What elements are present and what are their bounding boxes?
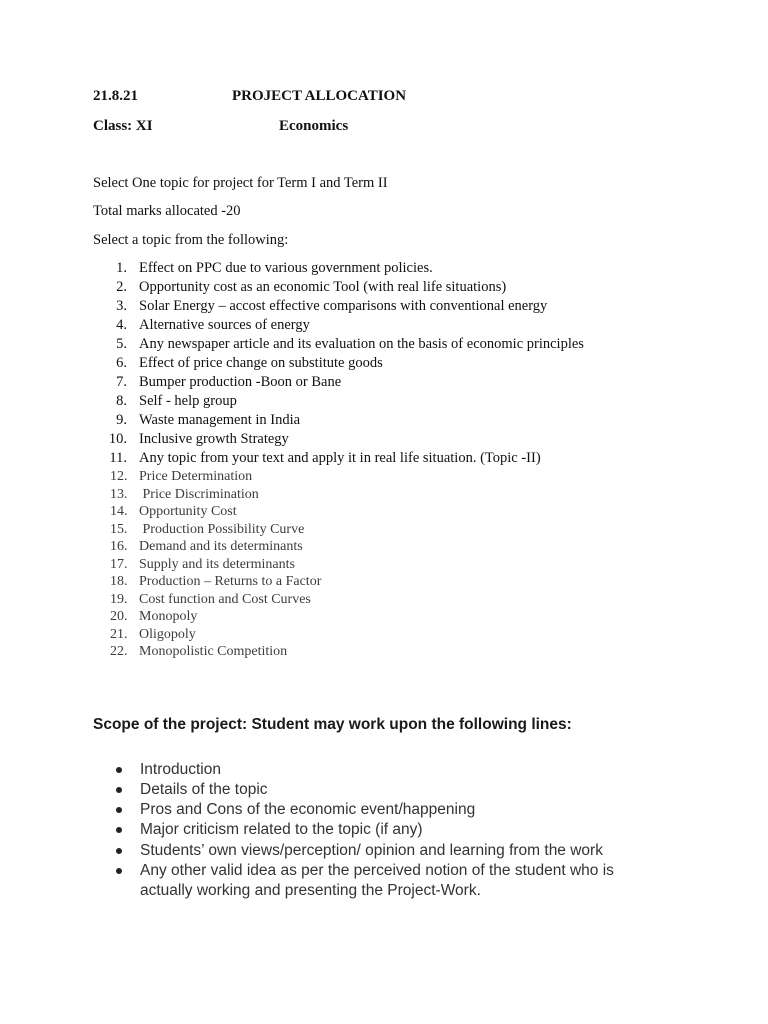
topic-text: Price Determination (139, 469, 253, 484)
scope-item-text: Students’ own views/perception/ opinion and learning from the work (140, 842, 603, 859)
topic-text: Production – Returns to a Factor (139, 574, 322, 589)
topic-text: Any topic from your text and apply it in real life situation. (Topic -II) (139, 450, 541, 466)
scope-item-text: Major criticism related to the topic (if any) (140, 821, 423, 838)
topic-number: 11. (109, 450, 127, 466)
topic-text: Monopoly (139, 609, 198, 624)
intro-line-select-topic: Select One topic for project for Term I and Term II (93, 175, 388, 191)
topic-number: 18. (110, 574, 128, 589)
topic-text: Effect on PPC due to various government policies. (139, 260, 433, 276)
topic-number: 1. (116, 260, 127, 276)
topic-text: Demand and its determinants (139, 539, 303, 554)
topic-number: 17. (110, 556, 128, 572)
bullet-dot-icon (116, 827, 122, 833)
topic-number: 4. (116, 317, 127, 333)
topic-number: 7. (116, 374, 127, 390)
topic-number: 19. (110, 591, 128, 607)
topic-text: Oligopoly (139, 626, 196, 642)
topic-number: 2. (116, 279, 127, 295)
topic-text: Inclusive growth Strategy (139, 431, 289, 447)
topic-number: 22. (110, 644, 128, 659)
topic-text: Opportunity Cost (139, 504, 237, 519)
topic-number: 16. (110, 539, 128, 554)
intro-line-select-following: Select a topic from the following: (93, 232, 289, 248)
scope-item-text: Pros and Cons of the economic event/happening (140, 801, 476, 818)
topic-number: 12. (110, 469, 128, 484)
bullet-dot-icon (116, 807, 122, 813)
scope-item-text: Any other valid idea as per the perceived notion of the student who is actually working and presenting the Project-Work. (140, 862, 614, 899)
class-label: Class: XI (93, 118, 153, 134)
bullet-dot-icon (116, 848, 122, 854)
topic-number: 15. (110, 521, 128, 537)
bullet-dot-icon (116, 787, 122, 793)
topic-text: Solar Energy – accost effective comparisons with conventional energy (139, 298, 548, 314)
topic-text: Opportunity cost as an economic Tool (with real life situations) (139, 279, 507, 295)
document-title: PROJECT ALLOCATION (232, 88, 407, 104)
topic-number: 20. (110, 609, 128, 624)
topic-number: 8. (116, 393, 127, 409)
topic-number: 6. (116, 355, 127, 371)
topic-text: Any newspaper article and its evaluation on the basis of economic principles (139, 336, 584, 352)
topic-number: 14. (110, 504, 128, 519)
bullet-dot-icon (116, 868, 122, 874)
topic-number: 21. (110, 626, 128, 642)
bullet-dot-icon (116, 767, 122, 773)
topic-text: Waste management in India (139, 412, 301, 428)
topic-text: Price Discrimination (139, 486, 259, 502)
subject-label: Economics (279, 118, 349, 134)
topic-text: Supply and its determinants (139, 556, 295, 572)
scope-item-text: Introduction (140, 761, 221, 778)
scope-heading: Scope of the project: Student may work upon the following lines: (93, 716, 572, 733)
topic-number: 10. (108, 431, 127, 447)
topic-text: Bumper production -Boon or Bane (139, 374, 342, 390)
topic-number: 9. (116, 412, 127, 428)
document-date: 21.8.21 (93, 88, 138, 104)
topic-number: 13. (110, 486, 128, 502)
topic-text: Production Possibility Curve (139, 521, 305, 537)
intro-line-total-marks: Total marks allocated -20 (93, 203, 241, 219)
topic-text: Effect of price change on substitute goods (139, 355, 383, 371)
topic-text: Self - help group (139, 393, 237, 409)
scope-item-text: Details of the topic (140, 781, 268, 798)
topic-text: Monopolistic Competition (139, 644, 288, 659)
topic-number: 3. (116, 298, 127, 314)
topic-text: Cost function and Cost Curves (139, 591, 311, 607)
topic-number: 5. (116, 336, 127, 352)
topic-text: Alternative sources of energy (139, 317, 310, 333)
